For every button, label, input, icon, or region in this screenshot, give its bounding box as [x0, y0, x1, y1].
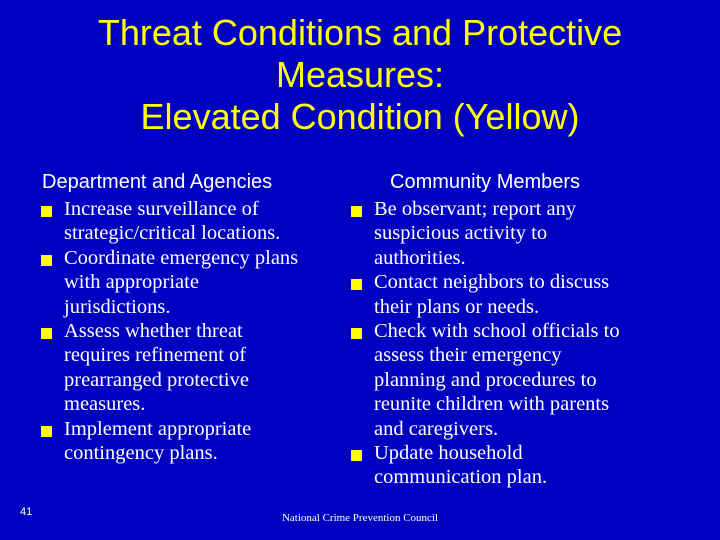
square-bullet-icon — [41, 255, 52, 266]
square-bullet-icon — [351, 206, 362, 217]
title-line-3: Elevated Condition (Yellow) — [140, 96, 580, 137]
square-bullet-icon — [351, 328, 362, 339]
slide-title — [0, 12, 720, 138]
square-bullet-icon — [41, 426, 52, 437]
list-item-text: Coordinate emergency plans with appropriate jurisdictions. — [64, 246, 299, 318]
slide-number: 41 — [20, 506, 33, 518]
list-item — [348, 441, 678, 490]
list-item — [348, 270, 678, 319]
list-item — [38, 197, 348, 246]
department-agencies-column — [38, 170, 348, 465]
footer-source: National Crime Prevention Council — [281, 512, 439, 524]
list-item-text: Assess whether threat requires refinement of prearranged protective measures. — [64, 320, 249, 416]
list-item-text: Increase surveillance of strategic/critical locations. — [64, 198, 281, 245]
square-bullet-icon — [351, 450, 362, 461]
square-bullet-icon — [41, 328, 52, 339]
title-line-1: Threat Conditions and Protective — [97, 12, 623, 53]
list-item — [38, 246, 348, 319]
list-item-text: Contact neighbors to discuss their plans or needs. — [374, 271, 610, 318]
list-item — [348, 319, 678, 441]
community-members-column — [348, 170, 678, 490]
department-agencies-heading: Department and Agencies — [42, 171, 273, 193]
title-line-2: Measures: — [275, 54, 445, 95]
list-item — [348, 197, 678, 270]
list-item — [38, 417, 348, 466]
list-item-text: Check with school officials to assess their emergency planning and procedures to reunite children with parents and caregivers. — [374, 320, 620, 440]
department-agencies-list — [38, 197, 348, 465]
list-item-text: Update household communication plan. — [374, 442, 548, 489]
square-bullet-icon — [351, 279, 362, 290]
list-item-text: Be observant; report any suspicious activity to authorities. — [374, 198, 577, 269]
square-bullet-icon — [41, 206, 52, 217]
community-members-list — [348, 197, 678, 490]
list-item — [38, 319, 348, 417]
community-members-heading: Community Members — [390, 171, 581, 193]
list-item-text: Implement appropriate contingency plans. — [64, 417, 252, 465]
